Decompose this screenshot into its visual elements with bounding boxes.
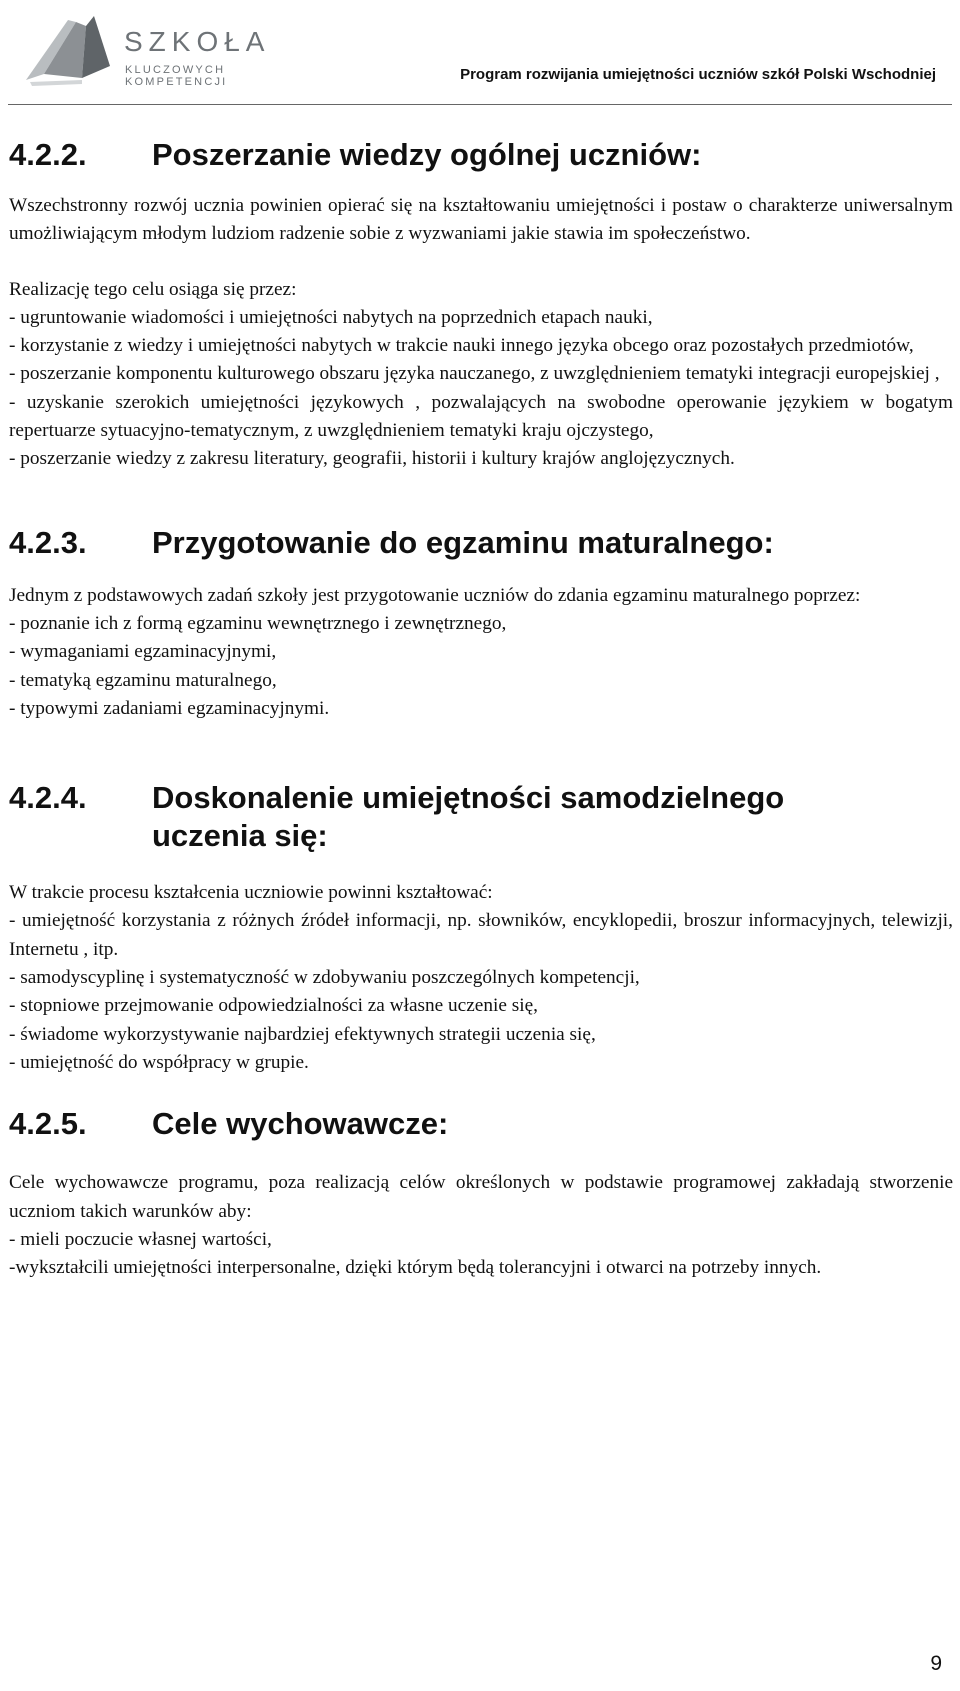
page-header: [0, 0, 960, 110]
list-item: - typowymi zadaniami egzaminacyjnymi.: [9, 697, 330, 719]
list-item: - świadome wykorzystywanie najbardziej efektywnych strategii uczenia się,: [9, 1023, 596, 1045]
page-number: 9: [930, 1652, 942, 1675]
list-item: - poszerzanie wiedzy z zakresu literatury, geografii, historii i kultury krajów anglojęzycznych.: [9, 448, 735, 470]
section-heading: [9, 136, 953, 174]
logo: [24, 8, 314, 88]
header-divider: [8, 104, 952, 105]
list-lead: Cele wychowawcze programu, poza realizacją celów określonych w podstawie programowej zakładają stworzenie uczniom takich warunków aby:: [9, 1172, 953, 1222]
page-content: [9, 136, 953, 1282]
list-item: - umiejętność do współpracy w grupie.: [9, 1051, 309, 1073]
logo-name: SZKOŁA: [124, 26, 271, 57]
list-lead: Realizację tego celu osiąga się przez:: [9, 278, 297, 300]
list-lead: Jednym z podstawowych zadań szkoły jest przygotowanie uczniów do zdania egzaminu maturalnego poprzez:: [9, 584, 861, 606]
list-item: - tematyką egzaminu maturalnego,: [9, 669, 277, 691]
list-item: - poszerzanie komponentu kulturowego obszaru języka nauczanego, z uwzględnieniem tematyki integracji europejskiej ,: [9, 363, 940, 385]
section-heading: [9, 1105, 953, 1143]
paragraph: Wszechstronny rozwój ucznia powinien opierać się na kształtowaniu umiejętności i postaw o charakterze uniwersalnym umożliwiającym młodym ludziom radzenie sobie z wyzwaniami jakie stawia im społeczeństwo.: [9, 195, 953, 245]
section-heading: [9, 779, 953, 855]
section-number: 4.2.2.: [9, 137, 87, 172]
section-heading: [9, 524, 953, 562]
list-item: - mieli poczucie własnej wartości,: [9, 1228, 272, 1250]
list-item: - ugruntowanie wiadomości i umiejętności nabytych na poprzednich etapach nauki,: [9, 306, 653, 328]
section-title: Cele wychowawcze:: [152, 1106, 449, 1142]
list-item: - wymaganiami egzaminacyjnymi,: [9, 641, 277, 663]
program-title: Program rozwijania umiejętności uczniów szkół Polski Wschodniej: [460, 66, 936, 83]
list-item: - umiejętność korzystania z różnych źródeł informacji, np. słowników, encyklopedii, broszur informacyjnych, telewizji, Internetu , itp.: [9, 910, 953, 960]
list-lead: W trakcie procesu kształcenia uczniowie powinni kształtować:: [9, 882, 493, 904]
section-title: Poszerzanie wiedzy ogólnej uczniów:: [152, 137, 702, 172]
section-4-2-5: [9, 1105, 953, 1282]
section-title: Przygotowanie do egzaminu maturalnego:: [152, 524, 774, 560]
section-4-2-4: [9, 779, 953, 1077]
list-item: - uzyskanie szerokich umiejętności językowych , pozwalających na swobodne operowanie językiem w bogatym repertuarze sytuacyjno-tematycznym, z uwzględnieniem tematyki kraju ojczystego,: [9, 391, 953, 442]
section-title: Doskonalenie umiejętności samodzielnego uczenia się:: [152, 780, 785, 854]
list-item: - poznanie ich z formą egzaminu wewnętrznego i zewnętrznego,: [9, 612, 507, 634]
list-item: - samodyscyplinę i systematyczność w zdobywaniu poszczególnych kompetencji,: [9, 967, 640, 989]
section-number: 4.2.4.: [9, 780, 87, 816]
section-number: 4.2.5.: [9, 1106, 87, 1142]
section-4-2-3: [9, 524, 953, 723]
list-item: -wykształcili umiejętności interpersonalne, dzięki którym będą tolerancyjni i otwarci na potrzeby innych.: [9, 1257, 822, 1279]
list-item: - stopniowe przejmowanie odpowiedzialności za własne uczenie się,: [9, 995, 538, 1017]
section-number: 4.2.3.: [9, 524, 87, 560]
logo-subtitle: KLUCZOWYCH KOMPETENCJI: [125, 64, 228, 88]
list-item: - korzystanie z wiedzy i umiejętności nabytych w trakcie nauki innego języka obcego oraz pozostałych przedmiotów,: [9, 335, 914, 357]
section-4-2-2: [9, 136, 953, 474]
book-logo-icon: [24, 8, 120, 86]
